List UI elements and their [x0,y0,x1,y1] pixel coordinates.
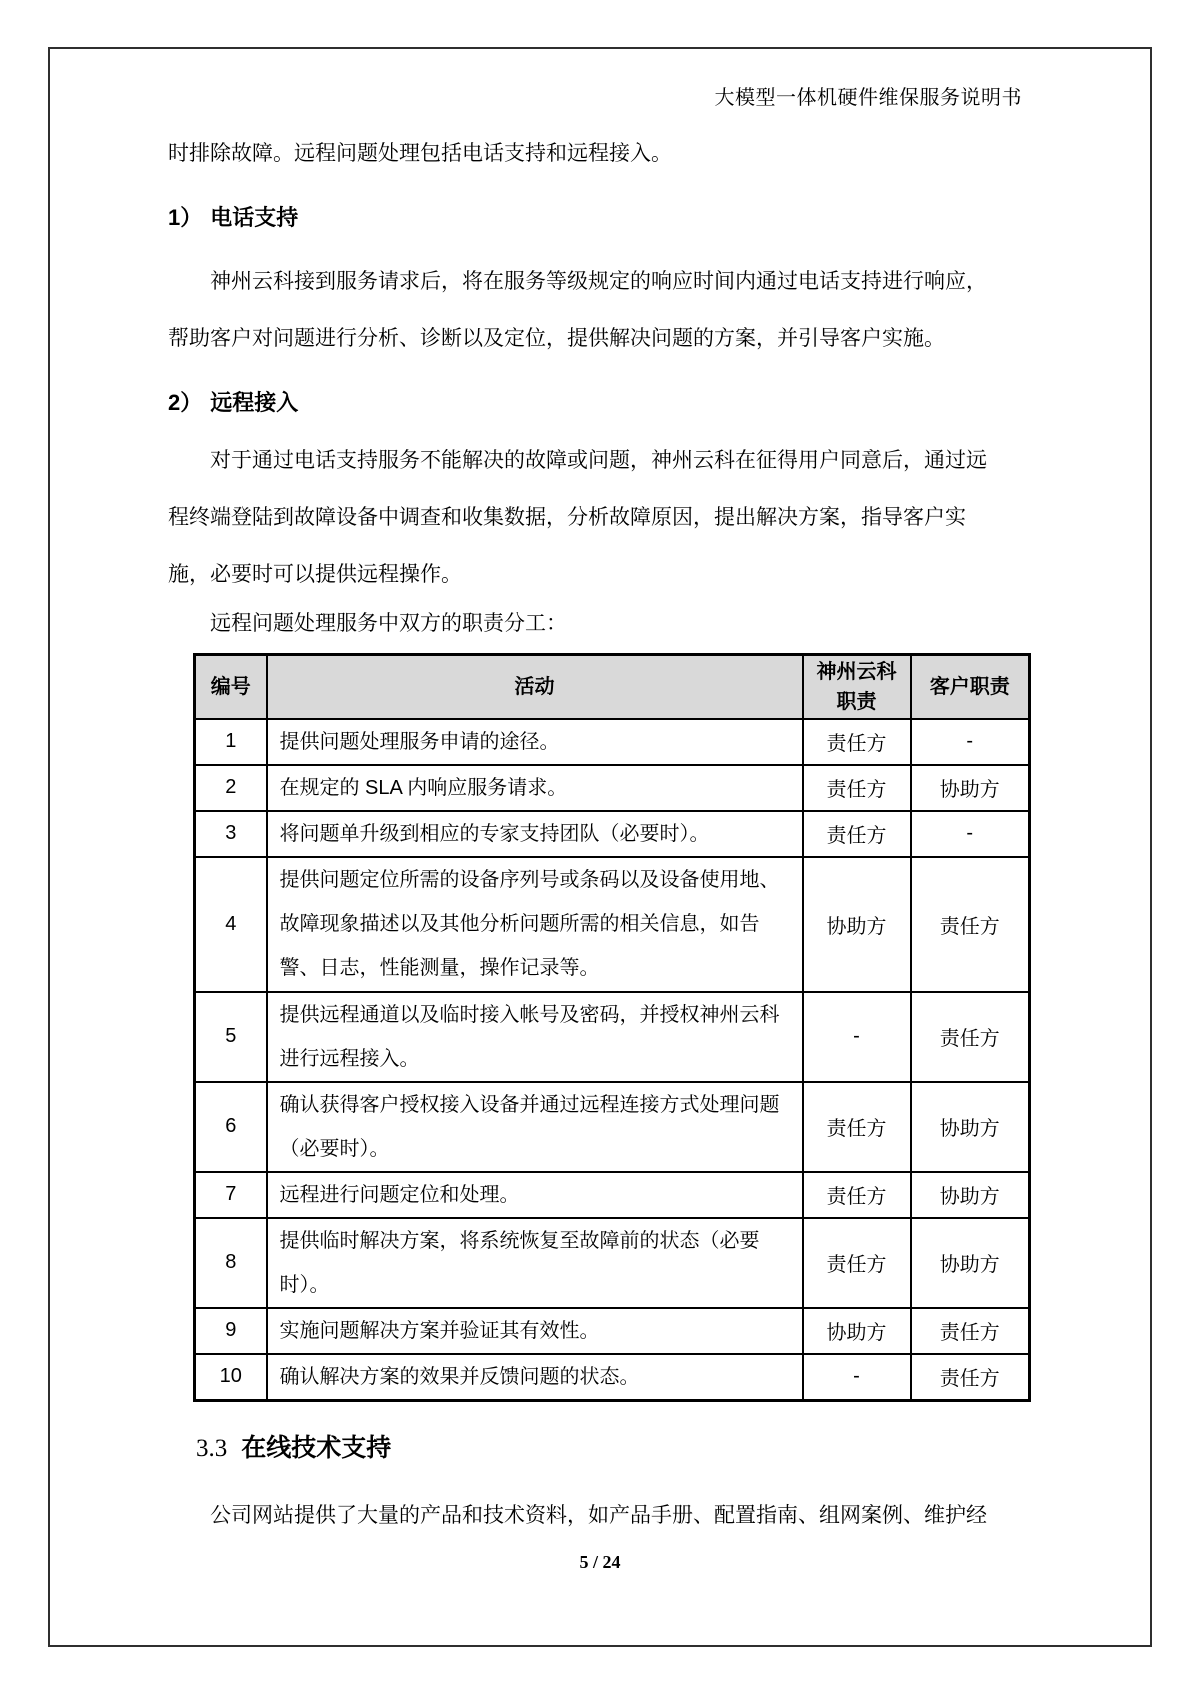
section-heading-phone-support [168,203,1032,233]
dck-role-cell: 责任方 [803,765,911,811]
responsibilities-table [193,653,1031,1402]
activity-cell: 确认获得客户授权接入设备并通过远程连接方式处理问题（必要时）。 [267,1082,803,1172]
col-header-dck-responsibility [803,655,911,719]
activity-cell: 实施问题解决方案并验证其有效性。 [267,1308,803,1354]
table-row [195,1082,1030,1172]
row-number-cell: 7 [195,1172,267,1218]
table-row [195,857,1030,992]
activity-cell: 将问题单升级到相应的专家支持团队（必要时）。 [267,811,803,857]
dck-role-cell: 责任方 [803,719,911,765]
dck-role-cell: 责任方 [803,1082,911,1172]
row-number-cell: 10 [195,1354,267,1401]
section-number: 3.3 [196,1434,228,1462]
table-row [195,719,1030,765]
customer-role-cell: - [911,811,1030,857]
row-number-cell: 3 [195,811,267,857]
page-footer [48,1552,1152,1573]
customer-role-cell: 协助方 [911,765,1030,811]
paragraph-line: 帮助客户对问题进行分析、诊断以及定位，提供解决问题的方案，并引导客户实施。 [168,327,945,350]
table-row [195,765,1030,811]
paragraph-line: 神州云科接到服务请求后，将在服务等级规定的响应时间内通过电话支持进行响应， [210,270,987,293]
dck-role-cell: 责任方 [803,1172,911,1218]
heading-number: 1） [168,205,203,230]
activity-cell: 提供临时解决方案，将系统恢复至故障前的状态（必要时）。 [267,1218,803,1308]
remote-access-paragraph [168,447,1032,589]
row-number-cell: 4 [195,857,267,992]
dck-role-cell: - [803,1354,911,1401]
activity-cell: 确认解决方案的效果并反馈问题的状态。 [267,1354,803,1401]
dck-role-cell: 责任方 [803,1218,911,1308]
section-title: 在线技术支持 [241,1433,392,1462]
document-header-title: 大模型一体机硬件维保服务说明书 [714,87,1022,109]
col-header-number: 编号 [195,655,267,719]
table-row [195,992,1030,1082]
row-number-cell: 5 [195,992,267,1082]
activity-cell: 提供问题处理服务申请的途径。 [267,719,803,765]
dck-role-cell: 责任方 [803,811,911,857]
row-number-cell: 1 [195,719,267,765]
table-row [195,1354,1030,1401]
dck-role-cell: - [803,992,911,1082]
dck-role-cell: 协助方 [803,857,911,992]
section-heading-online-support [196,1428,1032,1462]
table-row [195,1172,1030,1218]
customer-role-cell: - [911,719,1030,765]
activity-cell: 在规定的 SLA 内响应服务请求。 [267,765,803,811]
table-row [195,1218,1030,1308]
customer-role-cell: 责任方 [911,857,1030,992]
paragraph-line: 程终端登陆到故障设备中调查和收集数据，分析故障原因，提出解决方案，指导客户实 [168,506,966,529]
row-number-cell: 9 [195,1308,267,1354]
activity-cell: 提供问题定位所需的设备序列号或条码以及设备使用地、故障现象描述以及其他分析问题所需的相关信息，如告警、日志，性能测量，操作记录等。 [267,857,803,992]
page-number: 5 / 24 [579,1552,621,1572]
col-header-dck-line1: 神州云科 [816,660,897,683]
col-header-activity: 活动 [267,655,803,719]
table-header-row [195,655,1030,719]
dck-role-cell: 协助方 [803,1308,911,1354]
table-row [195,811,1030,857]
customer-role-cell: 责任方 [911,1354,1030,1401]
intro-paragraph: 时排除故障。远程问题处理包括电话支持和远程接入。 [168,142,672,165]
phone-support-paragraph [168,268,1032,353]
row-number-cell: 6 [195,1082,267,1172]
paragraph-line: 对于通过电话支持服务不能解决的故障或问题，神州云科在征得用户同意后，通过远 [210,449,987,472]
activity-cell: 提供远程通道以及临时接入帐号及密码，并授权神州云科进行远程接入。 [267,992,803,1082]
col-header-customer-responsibility: 客户职责 [911,655,1030,719]
customer-role-cell: 责任方 [911,1308,1030,1354]
online-support-paragraph: 公司网站提供了大量的产品和技术资料，如产品手册、配置指南、组网案例、维护经 [210,1503,987,1527]
section-heading-remote-access [168,388,1032,418]
row-number-cell: 2 [195,765,267,811]
customer-role-cell: 责任方 [911,992,1030,1082]
table-intro-line: 远程问题处理服务中双方的职责分工： [210,612,567,635]
customer-role-cell: 协助方 [911,1218,1030,1308]
page-content [168,0,1032,1530]
heading-label: 远程接入 [210,390,299,415]
row-number-cell: 8 [195,1218,267,1308]
paragraph-line: 施，必要时可以提供远程操作。 [168,563,462,586]
customer-role-cell: 协助方 [911,1172,1030,1218]
heading-number: 2） [168,390,203,415]
heading-label: 电话支持 [210,205,299,230]
activity-cell: 远程进行问题定位和处理。 [267,1172,803,1218]
table-row [195,1308,1030,1354]
col-header-dck-line2: 职责 [836,690,877,713]
customer-role-cell: 协助方 [911,1082,1030,1172]
